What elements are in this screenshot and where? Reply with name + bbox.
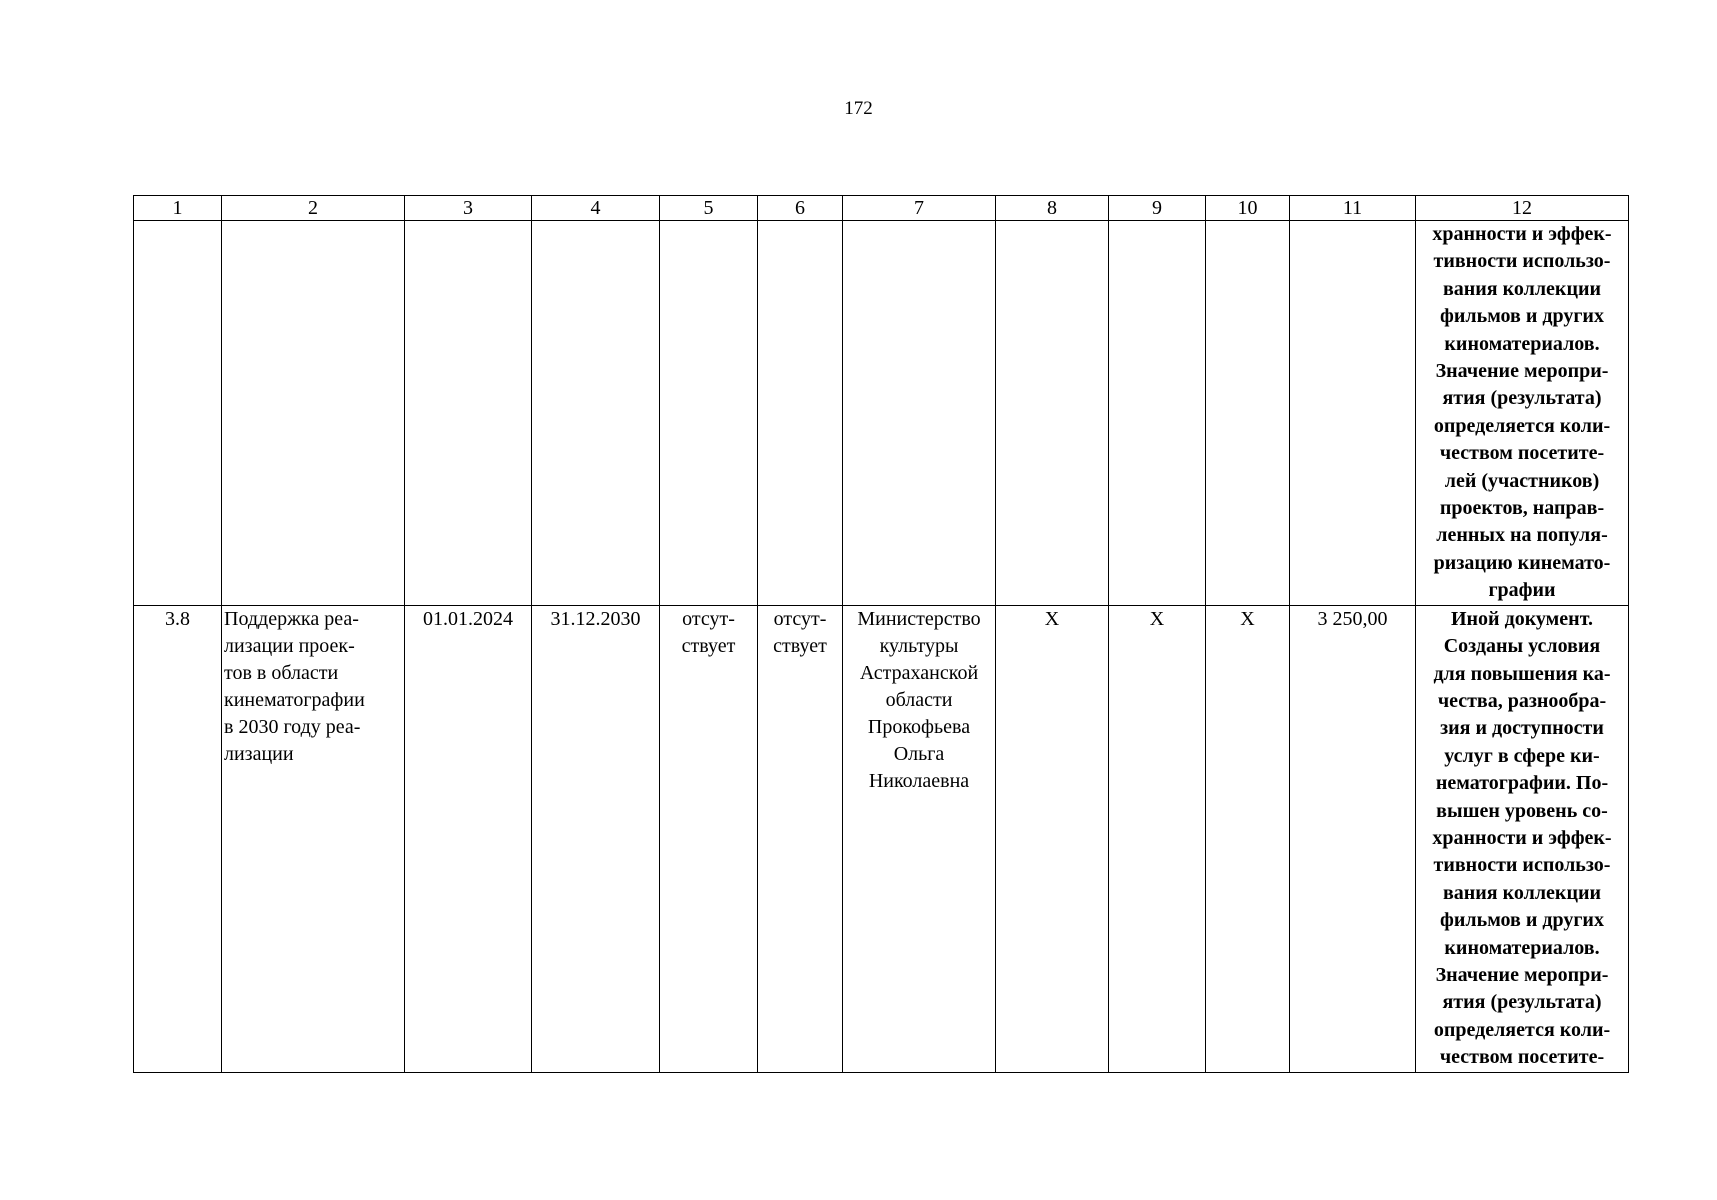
header-cell: 10 — [1206, 196, 1290, 221]
header-cell: 7 — [843, 196, 996, 221]
measures-table — [133, 195, 1629, 1073]
header-cell: 9 — [1109, 196, 1206, 221]
col5-cell: отсут- ствует — [660, 605, 758, 1072]
header-cell: 4 — [532, 196, 660, 221]
table-cell — [1109, 221, 1206, 606]
col9-cell: X — [1109, 605, 1206, 1072]
header-row — [134, 196, 1629, 221]
responsible-cell: Министерство культуры Астраханской области Прокофьева Ольга Николаевна — [843, 605, 996, 1072]
end-date-cell: 31.12.2030 — [532, 605, 660, 1072]
header-cell: 6 — [758, 196, 843, 221]
result-cell-continuation: хранности и эффек- тивности использо- вания коллекции фильмов и других киноматериалов. Значение меропри- ятия (результата) определяется коли- чеством посетите- лей (участников) проектов, направ- ленных на популя- ризацию кинемато- графии — [1416, 221, 1629, 606]
table-cell — [996, 221, 1109, 606]
header-cell: 5 — [660, 196, 758, 221]
header-cell: 1 — [134, 196, 222, 221]
table-cell — [1206, 221, 1290, 606]
start-date-cell: 01.01.2024 — [405, 605, 532, 1072]
col10-cell: X — [1206, 605, 1290, 1072]
measure-name-cell: Поддержка реа- лизации проек- тов в области кинематографии в 2030 году реа- лизации — [222, 605, 405, 1072]
col8-cell: X — [996, 605, 1109, 1072]
table-cell — [532, 221, 660, 606]
col6-cell: отсут- ствует — [758, 605, 843, 1072]
table-cell — [660, 221, 758, 606]
table-cell — [1290, 221, 1416, 606]
table-row-continuation — [134, 221, 1629, 606]
row-number-cell: 3.8 — [134, 605, 222, 1072]
table-cell — [843, 221, 996, 606]
page-number: 172 — [844, 98, 873, 119]
header-cell: 12 — [1416, 196, 1629, 221]
table-cell — [222, 221, 405, 606]
table-cell — [134, 221, 222, 606]
table-cell — [758, 221, 843, 606]
header-cell: 11 — [1290, 196, 1416, 221]
header-cell: 2 — [222, 196, 405, 221]
table-row-3-8 — [134, 605, 1629, 1072]
amount-cell: 3 250,00 — [1290, 605, 1416, 1072]
result-cell: Иной документ. Созданы условия для повышения ка- чества, разнообра- зия и доступности услуг в сфере ки- нематографии. По- вышен уровень со- хранности и эффек- тивности использо- вания коллекции фильмов и других киноматериалов. Значение меропри- ятия (результата) определяется коли- чеством посетите- — [1416, 605, 1629, 1072]
header-cell: 3 — [405, 196, 532, 221]
table-cell — [405, 221, 532, 606]
header-cell: 8 — [996, 196, 1109, 221]
